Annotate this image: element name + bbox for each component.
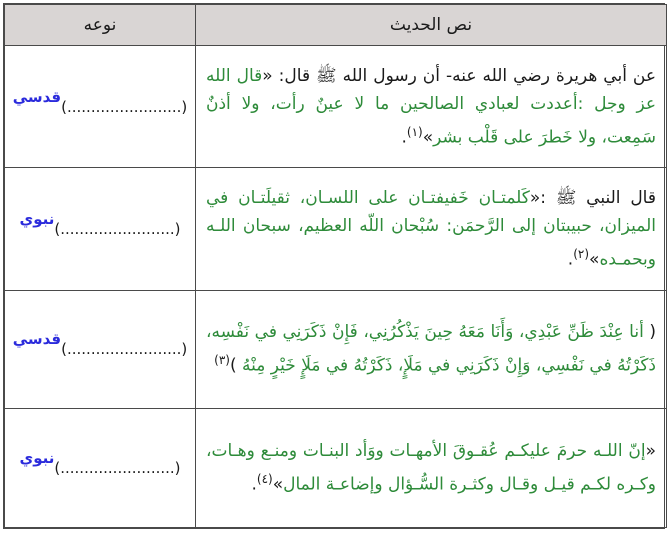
- hadith-text-cell: [196, 408, 667, 527]
- hadith-end: .: [401, 127, 407, 148]
- category-answer: قدسي: [12, 330, 62, 349]
- hadith-quote-close: »: [422, 127, 434, 148]
- header-row: [5, 5, 667, 46]
- table: [4, 4, 667, 528]
- hadith-quote: إنّ اللـه حرمَ عليكـم عُقـوقَ الأمهـات ووَأد البنـات ومنـع وهـات، وكـره لكـم قيـل وقـال وكثـرة السُّـؤال وإضاعـة المال: [206, 441, 656, 495]
- footnote-marker: (٤): [256, 472, 273, 487]
- header-type: نوعه: [5, 5, 196, 46]
- category-answer: نبوي: [19, 209, 55, 228]
- answer-blank: [54, 459, 180, 477]
- hadith-quote-close: ): [229, 355, 243, 376]
- blank-dots: ........................: [60, 219, 175, 238]
- blank-open-paren: (: [61, 97, 67, 116]
- footnote-marker: (٢): [573, 247, 590, 262]
- blank-open-paren: (: [54, 219, 61, 238]
- blank-close-paren: ): [174, 219, 181, 238]
- category-answer: قدسي: [12, 87, 62, 106]
- hadith-intro: قال النبي ﷺ :«: [529, 188, 656, 209]
- hadith-end: .: [251, 474, 257, 495]
- type-answer-cell[interactable]: [5, 46, 196, 168]
- type-answer-cell[interactable]: [5, 168, 196, 290]
- hadith-quote-close: »: [589, 249, 600, 270]
- blank-open-paren: (: [54, 458, 61, 477]
- hadith-text-cell: [196, 46, 667, 168]
- hadith-intro: (: [643, 322, 656, 343]
- hadith-quote: قال الله عز وجل :أعددت لعبادي الصالحين ما لا عينٌ رأت، ولا أذنٌ سَمِعت، ولا خَطرَ على قَلْب بشر: [206, 65, 656, 148]
- hadith-intro: «: [645, 441, 656, 462]
- answer-blank: [61, 98, 187, 116]
- blank-close-paren: ): [174, 458, 181, 477]
- hadith-classification-table: [3, 3, 665, 529]
- footnote-marker: (٣): [214, 353, 230, 368]
- blank-dots: ........................: [66, 340, 182, 359]
- hadith-quote: كَلمتـان خَفيفتـان على اللسـان، ثقيلَتـان في الميزان، حبيبتان إلى الرَّحمَن: سُبْحان اللّه العظيم، سبحان اللـه وبحمـده: [206, 188, 656, 270]
- table-row: [5, 408, 667, 527]
- answer-blank: [61, 340, 187, 358]
- type-answer-cell[interactable]: [5, 290, 196, 408]
- hadith-text-cell: [196, 168, 667, 290]
- footnote-marker: (١): [406, 124, 423, 139]
- blank-open-paren: (: [61, 340, 67, 359]
- hadith-quote: أنا عِنْدَ ظَنِّ عَبْدِي، وَأَنَا مَعَهُ حِينَ يَذْكُرُنِي، فَإِنْ ذَكَرَنِي في نَفْسِه، ذَكَرْتُهُ في نَفْسِي، وَإِنْ ذَكَرَنِي في مَلَإٍ، ذَكَرْتُهُ في مَلَإٍ خَيْرٍ مِنْهُ: [206, 322, 656, 376]
- table-row: [5, 168, 667, 290]
- category-answer: نبوي: [19, 448, 55, 467]
- blank-dots: ........................: [66, 97, 182, 116]
- blank-close-paren: ): [181, 340, 188, 359]
- hadith-text-cell: [196, 290, 667, 408]
- hadith-quote-close: »: [272, 474, 284, 495]
- answer-blank: [54, 220, 180, 238]
- blank-dots: ........................: [60, 458, 175, 477]
- table-row: [5, 46, 667, 168]
- hadith-intro: عن أبي هريرة رضي الله عنه- أن رسول الله ﷺ قال: «: [262, 65, 656, 86]
- table-row: [5, 290, 667, 408]
- header-hadith-text: نص الحديث: [196, 5, 667, 46]
- blank-close-paren: ): [181, 97, 188, 116]
- hadith-end: .: [567, 249, 574, 270]
- type-answer-cell[interactable]: [5, 408, 196, 527]
